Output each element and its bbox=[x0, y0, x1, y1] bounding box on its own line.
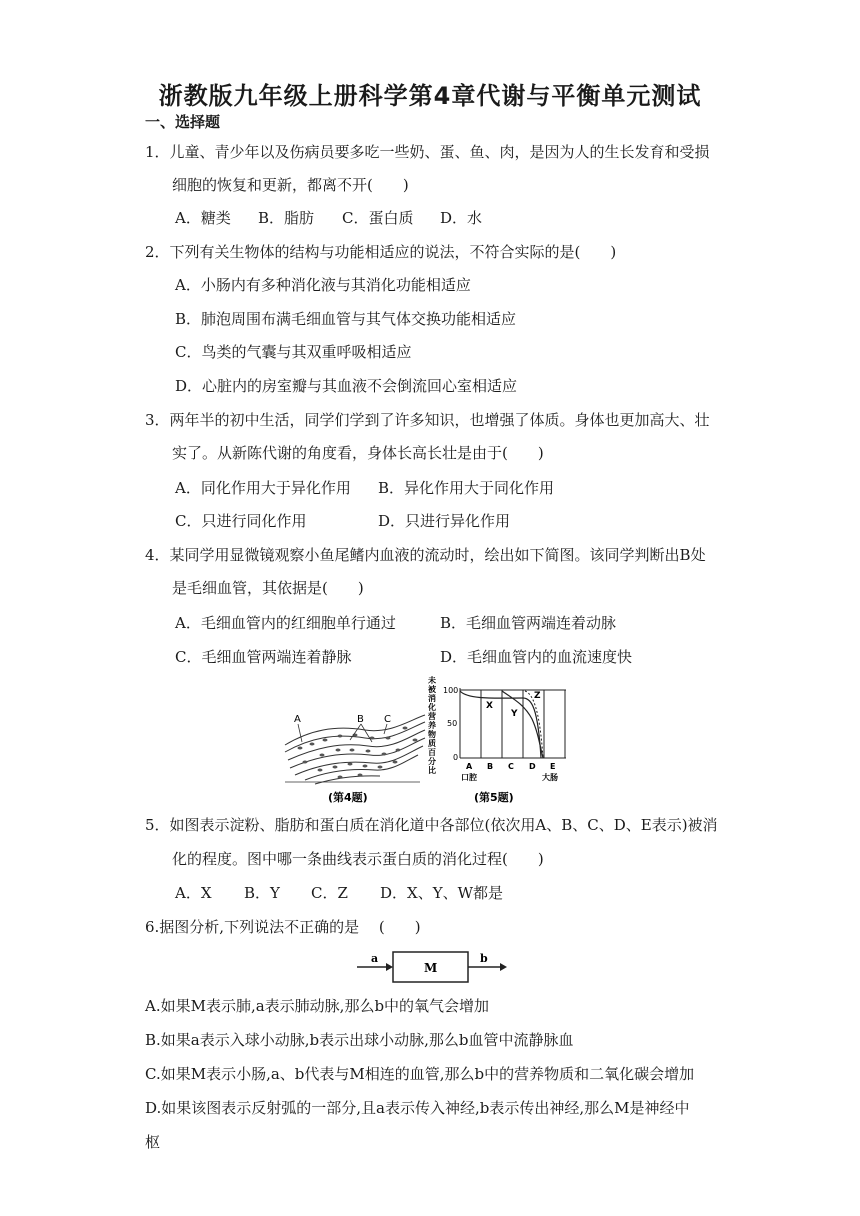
question-4-line-2: 是毛细血管，其依据是( ) bbox=[172, 579, 364, 597]
question-3-option-d: D．只进行异化作用 bbox=[378, 512, 511, 530]
question-3-option-b: B．异化作用大于同化作用 bbox=[378, 479, 555, 497]
question-6-option-b: B.如果a表示入球小动脉,b表示出球小动脉,那么b血管中流静脉血 bbox=[145, 1031, 574, 1049]
question-5-option-a: A．X bbox=[175, 884, 212, 902]
question-2-line-1: 2．下列有关生物体的结构与功能相适应的说法，不符合实际的是( ) bbox=[145, 243, 617, 261]
question-2-option-b: B．肺泡周围布满毛细血管与其气体交换功能相适应 bbox=[175, 310, 517, 328]
figure-4-label-a: A bbox=[294, 714, 301, 725]
arrow-icon bbox=[500, 963, 507, 971]
figure-5-curve-x bbox=[460, 691, 541, 758]
question-4-line-1: 4．某同学用显微镜观察小鱼尾鳍内血液的流动时，绘出如下简图。该同学判断出B处 bbox=[145, 546, 706, 564]
figure-5-label-z: Z bbox=[534, 691, 541, 701]
question-1-line-1: 1．儿童、青少年以及伤病员要多吃一些奶、蛋、鱼、肉，是因为人的生长发育和受损 bbox=[145, 143, 710, 161]
svg-text:分: 分 bbox=[428, 757, 436, 766]
figure-5-note-large-intestine: 大肠 bbox=[542, 773, 558, 782]
question-3-line-2: 实了。从新陈代谢的角度看，身体长高长壮是由于( ) bbox=[172, 444, 544, 462]
question-6-option-d: D.如果该图表示反射弧的一部分,且a表示传入神经,b表示传出神经,那么M是神经中 bbox=[145, 1099, 690, 1117]
figure-5-note-mouth: 口腔 bbox=[461, 773, 477, 782]
question-5-option-d: D．X、Y、W都是 bbox=[380, 884, 504, 902]
svg-text:物: 物 bbox=[428, 730, 436, 739]
figure-4-label-b: B bbox=[357, 714, 364, 725]
figure-5-y-axis-label bbox=[428, 675, 437, 775]
figure-5-ytick-50: 50 bbox=[447, 719, 458, 728]
question-1-option-c: C．蛋白质 bbox=[342, 209, 414, 227]
svg-text:比: 比 bbox=[428, 766, 436, 775]
figure-5-xtick-b: B bbox=[487, 762, 494, 771]
diagram-label-a: a bbox=[371, 952, 379, 965]
question-2-option-a: A．小肠内有多种消化液与其消化功能相适应 bbox=[175, 276, 471, 294]
figure-4-capillary-sketch bbox=[280, 700, 430, 808]
svg-text:营: 营 bbox=[428, 712, 436, 721]
question-1-line-2: 细胞的恢复和更新，都离不开( ) bbox=[172, 176, 409, 194]
figure-5-xtick-d: D bbox=[529, 762, 536, 771]
figure-5-xtick-c: C bbox=[508, 762, 514, 771]
svg-text:化: 化 bbox=[428, 703, 436, 712]
diagram-label-b: b bbox=[480, 952, 488, 965]
svg-text:被: 被 bbox=[428, 685, 436, 694]
question-1-option-d: D．水 bbox=[440, 209, 483, 227]
figure-4-caption: (第4题) bbox=[328, 791, 368, 804]
question-1-option-a: A．糖类 bbox=[175, 209, 231, 227]
figure-5-label-x: X bbox=[486, 701, 493, 711]
figure-5-xtick-e: E bbox=[550, 762, 556, 771]
question-4-option-d: D．毛细血管内的血流速度快 bbox=[440, 648, 633, 666]
svg-text:养: 养 bbox=[428, 721, 436, 730]
svg-text:质: 质 bbox=[428, 739, 436, 748]
question-6-line-1: 6.据图分析,下列说法不正确的是 ( ) bbox=[145, 918, 421, 936]
figure-5-ytick-100: 100 bbox=[443, 686, 459, 695]
question-3-line-1: 3．两年半的初中生活，同学们学到了许多知识，也增强了体质。身体也更加高大、壮 bbox=[145, 411, 710, 429]
svg-text:消: 消 bbox=[428, 694, 436, 703]
question-5-line-1: 5．如图表示淀粉、脂肪和蛋白质在消化道中各部位(依次用A、B、C、D、E表示)被消 bbox=[145, 816, 718, 834]
question-2-option-c: C．鸟类的气囊与其双重呼吸相适应 bbox=[175, 343, 412, 361]
arrow-icon bbox=[386, 963, 393, 971]
svg-text:百: 百 bbox=[428, 748, 436, 757]
question-3-option-a: A．同化作用大于异化作用 bbox=[175, 479, 351, 497]
question-6-option-c: C.如果M表示小肠,a、b代表与M相连的血管,那么b中的营养物质和二氧化碳会增加 bbox=[145, 1065, 695, 1083]
svg-text:未: 未 bbox=[428, 676, 436, 685]
page-title: 浙教版九年级上册科学第4章代谢与平衡单元测试 bbox=[158, 82, 702, 110]
question-6-diagram bbox=[355, 945, 515, 989]
question-5-option-c: C．Z bbox=[311, 884, 348, 902]
figure-5-digestion-chart bbox=[428, 674, 578, 808]
section-heading: 一、选择题 bbox=[145, 113, 221, 131]
question-4-option-a: A．毛细血管内的红细胞单行通过 bbox=[175, 614, 396, 632]
figure-4-label-c: C bbox=[384, 714, 391, 725]
figure-5-ytick-0: 0 bbox=[453, 753, 459, 762]
question-6-option-d-continued: 枢 bbox=[145, 1133, 161, 1151]
figure-5-xtick-a: A bbox=[466, 762, 473, 771]
question-6-option-a: A.如果M表示肺,a表示肺动脉,那么b中的氧气会增加 bbox=[145, 997, 490, 1015]
figure-5-label-y: Y bbox=[511, 709, 518, 719]
question-4-option-b: B．毛细血管两端连着动脉 bbox=[440, 614, 617, 632]
diagram-label-m: M bbox=[424, 961, 438, 975]
question-2-option-d: D．心脏内的房室瓣与其血液不会倒流回心室相适应 bbox=[175, 377, 518, 395]
question-5-option-b: B．Y bbox=[244, 884, 280, 902]
figure-5-caption: (第5题) bbox=[474, 791, 514, 804]
question-5-line-2: 化的程度。图中哪一条曲线表示蛋白质的消化过程( ) bbox=[172, 850, 544, 868]
question-1-option-b: B．脂肪 bbox=[258, 209, 315, 227]
question-3-option-c: C．只进行同化作用 bbox=[175, 512, 307, 530]
question-4-option-c: C．毛细血管两端连着静脉 bbox=[175, 648, 352, 666]
